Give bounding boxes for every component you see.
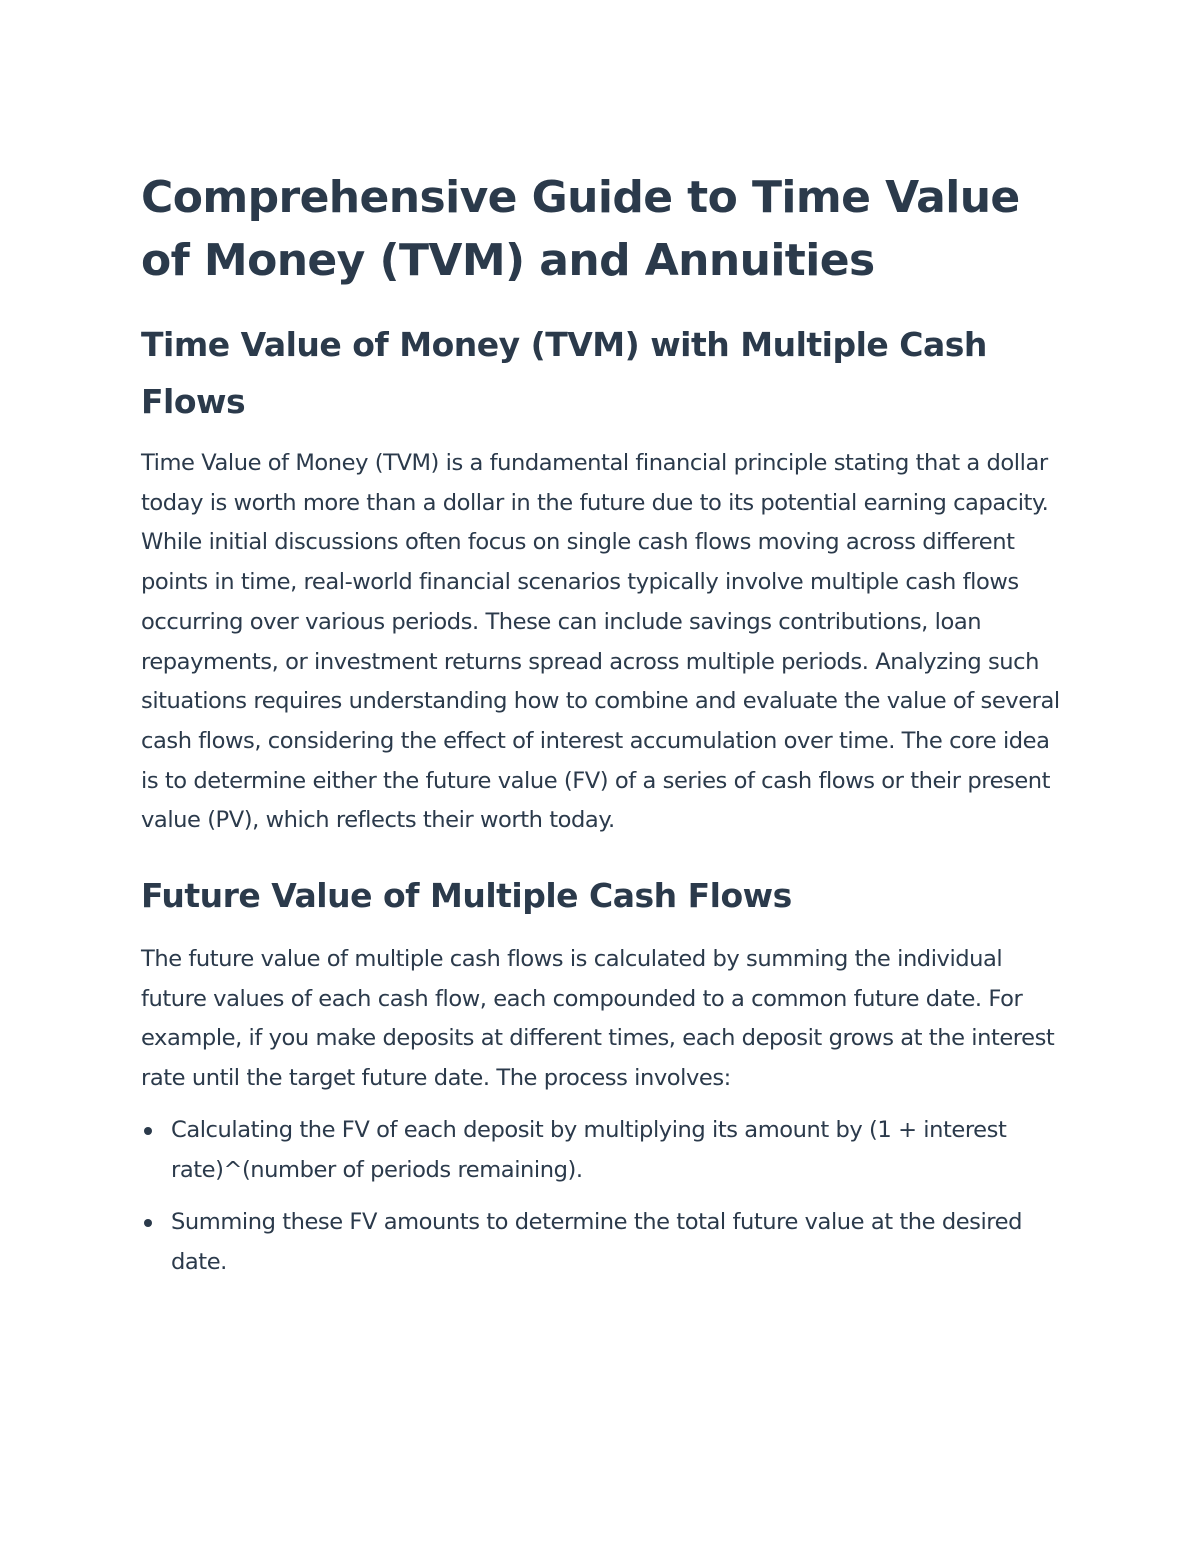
section-paragraph-tvm: Time Value of Money (TVM) is a fundamental financial principle stating that a dollar today is worth more than a dollar in the future due to its potential earning capacity. While initial discussions often focus on single cash flows moving across different points in time, real-world financial scenarios typically involve multiple cash flows occurring over various periods. These can include savings contributions, loan repayments, or investment returns spread across multiple periods. Analyzing such situations requires understanding how to combine and evaluate the value of several cash flows, considering the effect of interest accumulation over time. The core idea is to determine either the future value (FV) of a series of cash flows or their present value (PV), which reflects their worth today. (141, 450, 1060, 834)
section-heading-tvm-multiple-cash-flows: Time Value of Money (TVM) with Multiple Cash Flows (141, 325, 987, 421)
bullet-list (141, 1111, 1066, 1283)
list-item (141, 1203, 1066, 1282)
section-paragraph-future-value: The future value of multiple cash flows is calculated by summing the individual future values of each cash flow, each compounded to a common future date. For example, if you make deposits at different times, each deposit grows at the interest rate until the target future date. The process involves: (141, 946, 1055, 1092)
list-item-text: Summing these FV amounts to determine the total future value at the desired date. (171, 1209, 1022, 1275)
document-title: Comprehensive Guide to Time Value of Money (TVM) and Annuities (141, 172, 1020, 286)
section-heading-future-value: Future Value of Multiple Cash Flows (141, 876, 792, 916)
bullet-icon (144, 1219, 152, 1227)
list-item-text: Calculating the FV of each deposit by multiplying its amount by (1 + interest rate)^(number of periods remaining). (171, 1116, 1007, 1183)
bullet-icon (144, 1127, 152, 1135)
document-page (141, 166, 1066, 1296)
list-item (141, 1111, 1066, 1190)
